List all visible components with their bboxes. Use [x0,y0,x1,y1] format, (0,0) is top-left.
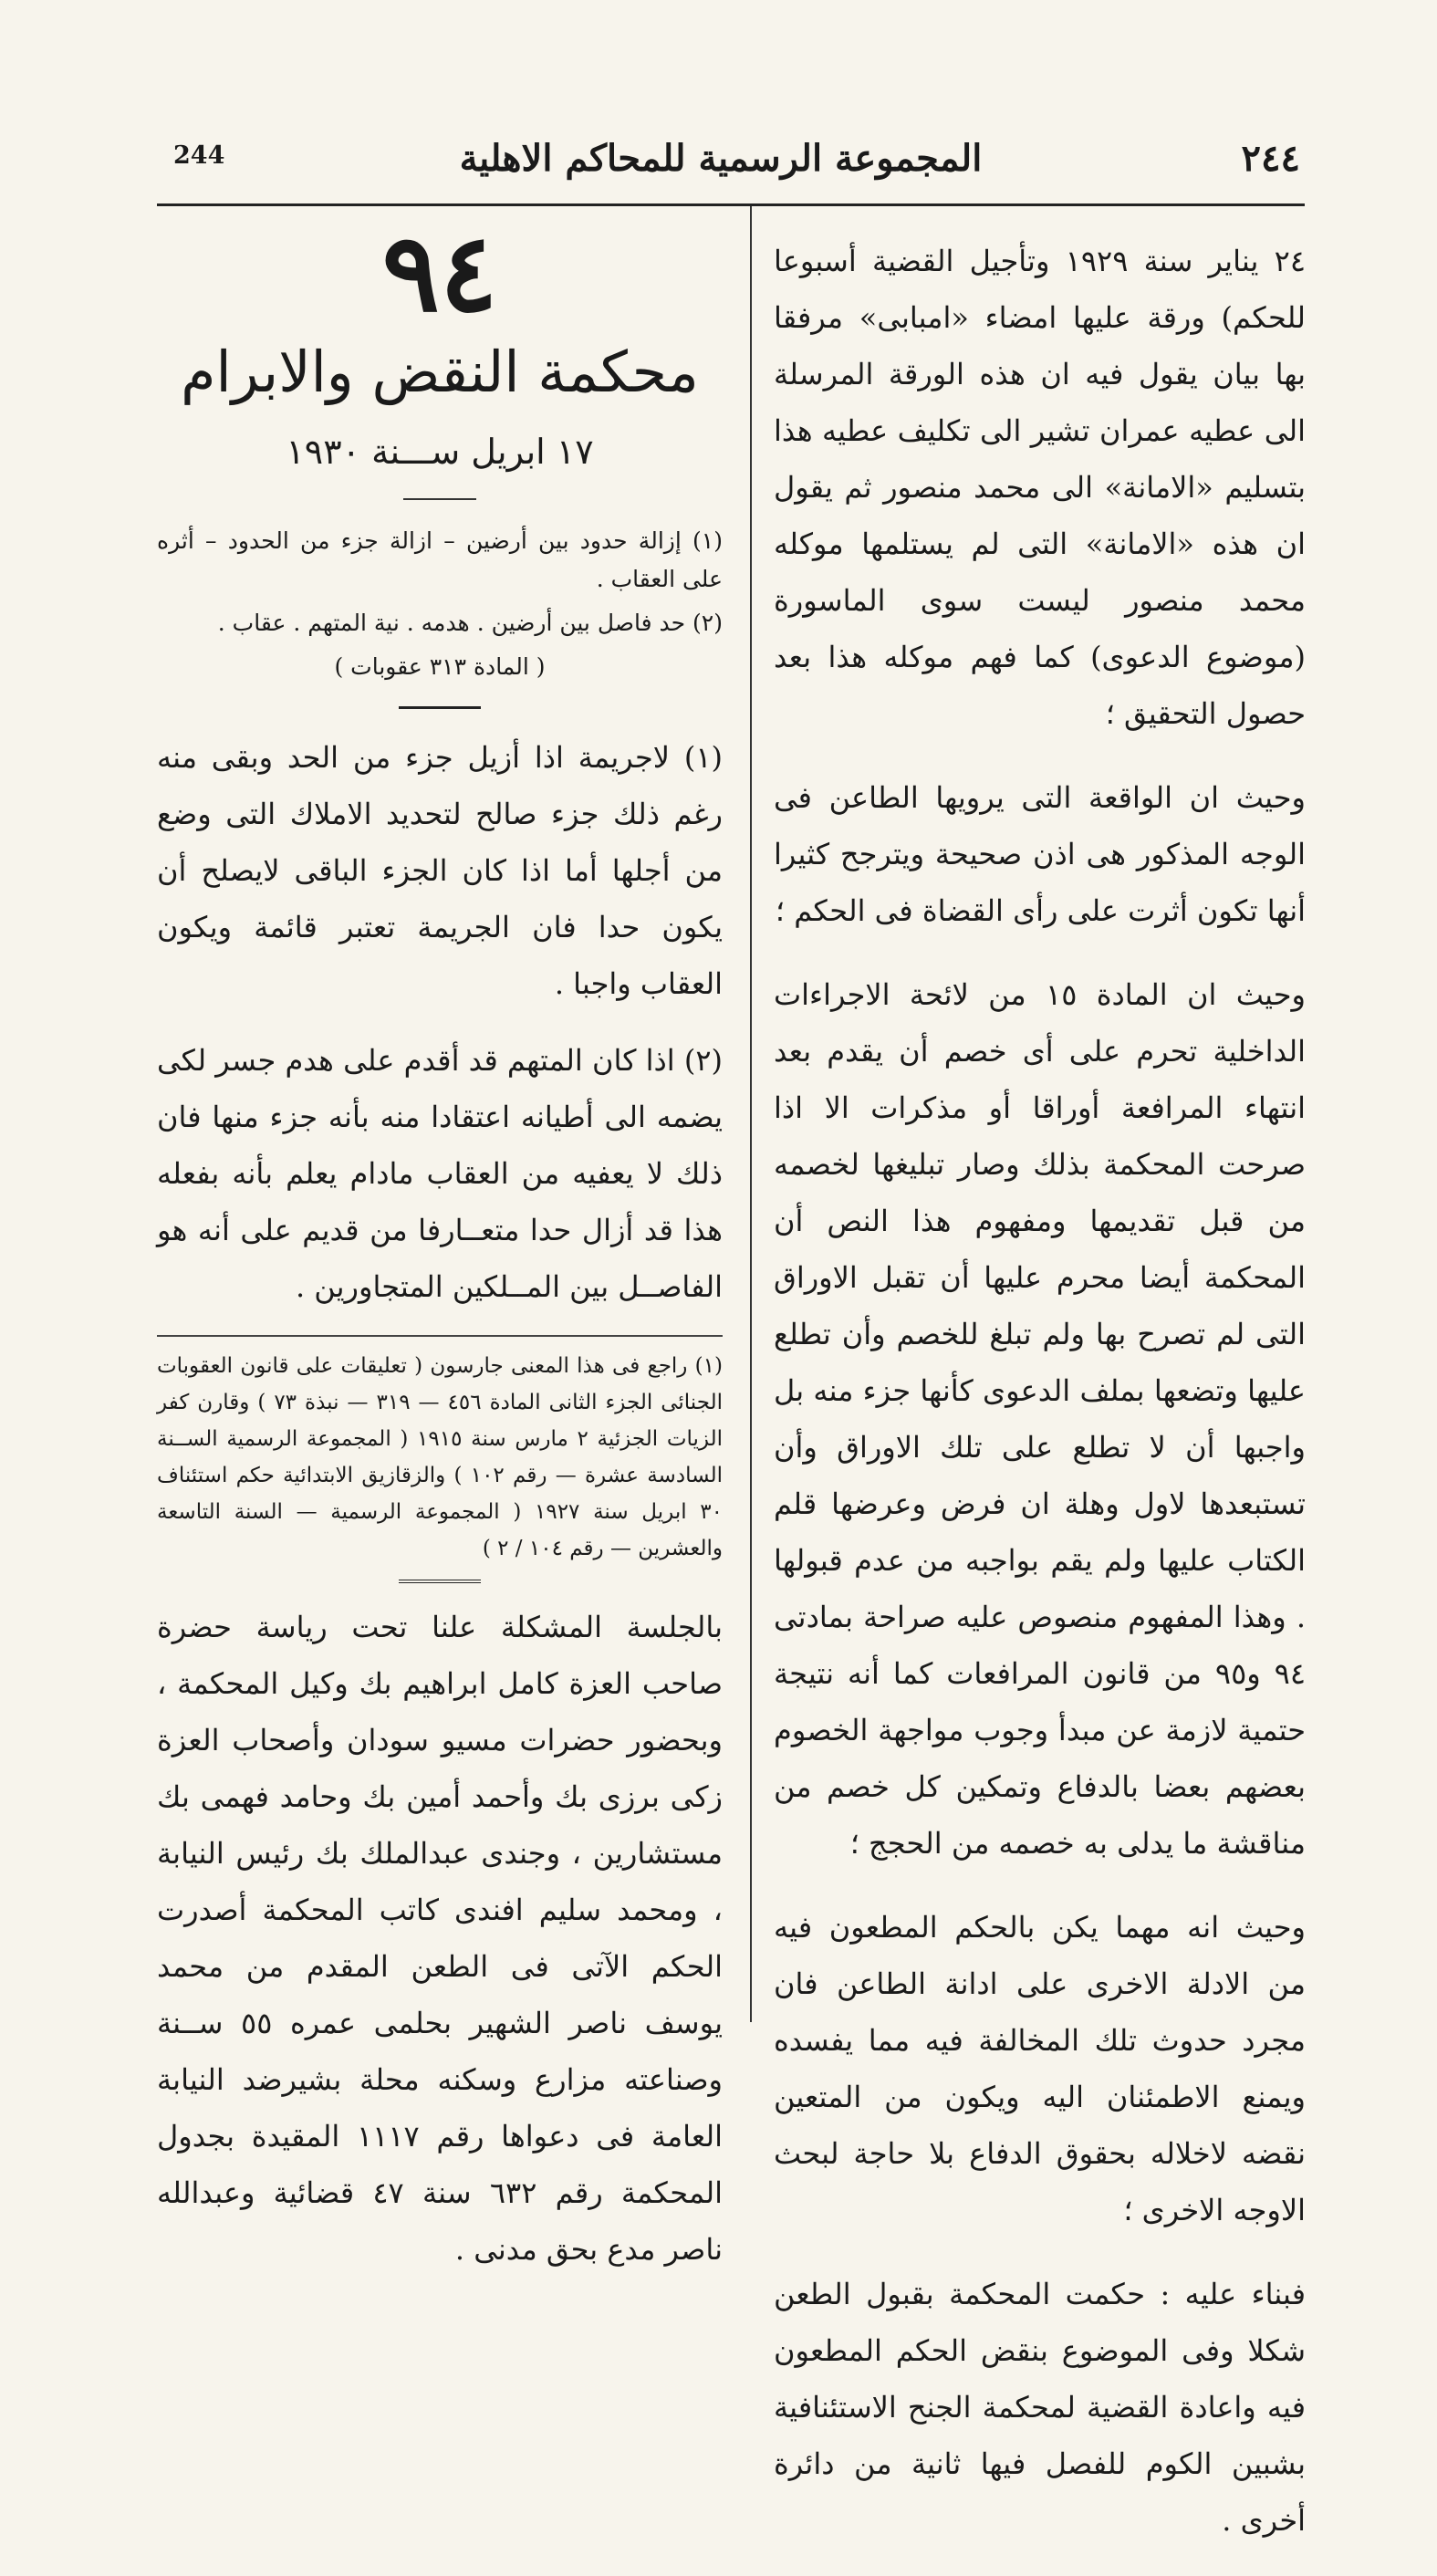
topic-item: (٢) حد فاصل بين أرضين . هدمه . نية المتهم . عقاب . [217,610,723,636]
case-number: ٩٤ [381,209,498,336]
header-rule [157,203,1305,206]
body-paragraph: وحيث انه مهما يكن بالحكم المطعون فيه من الادلة الاخرى على ادانة الطاعن فان مجرد حدوث تلك المخالفة فيه مما يفسده ويمنع الاطمئنان اليه ويكون من المتعين نقضه لاخلاله بحقوق الدفاع بلا حاجة لبحث الاوجه الاخرى ؛ [774,1910,1306,2227]
body-paragraph: ٢٤ يناير سنة ١٩٢٩ وتأجيل القضية أسبوعا للحكم) ورقة عليها امضاء «امبابى» مرفقا بها بيان يقول فيه ان هذه الورقة المرسلة الى عطيه عمران تشير الى تكليف عطيه هذا بتسليم «الامانة» الى محمد منصور ثم يقول ان هذه «الامانة» التى لم يستلمها موكله محمد منصور ليست سوى الماسورة (موضوع الدعوى) كما فهم موكله هذا بعد حصول التحقيق ؛ [774,244,1307,731]
page-number-latin: 244 [173,141,225,170]
divider [403,498,476,500]
topic-item: (١) إزالة حدود بين أرضين – ازالة جزء من الحدود – أثره على العقاب . [157,527,723,592]
body-paragraph: فبناء عليه : حكمت المحكمة بقبول الطعن شكلا وفى الموضوع بنقض الحكم المطعون فيه واعادة القضية لمحكمة الجنح الاستئنافية بشبين الكوم للفصل فيها ثانية من دائرة أخرى . [774,2277,1306,2538]
holding-paragraph: (١) لاجريمة اذا أزيل جزء من الحد وبقى منه رغم ذلك جزء صالح لتحديد الاملاك التى وضع من أجلها أما اذا كان الجزء الباقى لايصلح أن يكون حدا فان الجريمة تعتبر قائمة ويكون العقاب واجبا . [157,740,723,1001]
divider [399,1580,481,1586]
journal-title: المجموعة الرسمية للمحاكم الاهلية [459,137,983,180]
topics-block [157,522,723,686]
topic-reference: ( المادة ٣١٣ عقوبات ) [334,653,546,680]
body-paragraph: وحيث ان المادة ١٥ من لائحة الاجراءات الداخلية تحرم على أى خصم أن يقدم بعد انتهاء المرافعة أوراقا أو مذكرات الا اذا صرحت المحكمة بذلك وصار تبليغها لخصمه من قبل تقديمها ومفهوم هذا النص أن المحكمة أيضا محرم عليها أن تقبل الاوراق التى لم تصرح بها ولم تبلغ للخصم وأن تطلع عليها وتضعها بملف الدعوى كأنها جزء منه بل واجبها أن لا تطلع على تلك الاوراق وأن تستبعدها لاول وهلة ان فرض وعرضها قلم الكتاب عليها ولم يقم بواجبه من عدم قبولها . وهذا المفهوم منصوص عليه صراحة بمادتى ٩٤ و٩٥ من قانون المرافعات كما أنه نتيجة حتمية لازمة عن مبدأ وجوب مواجهة الخصوم بعضهم بعضا بالدفاع وتمكين كل خصم من مناقشة ما يدلى به خصمه من الحجج ؛ [774,977,1307,1861]
right-column [774,233,1306,2576]
footnote-separator [157,1335,723,1337]
body-paragraph: وحيث ان الواقعة التى يرويها الطاعن فى الوجه المذكور هى اذن صحيحة ويترجح كثيرا أنها تكون أثرت على رأى القضاة فى الحكم ؛ [774,780,1306,928]
court-name: محكمة النقض والابرام [181,339,699,405]
page-number-arabic: ٢٤٤ [1241,137,1300,180]
holding-paragraph: (٢) اذا كان المتهم قد أقدم على هدم جسر لكى يضمه الى أطيانه اعتقادا منه بأنه جزء منها فان ذلك لا يعفيه من العقاب مادام يعلم بأنه بفعله هذا قد أزال حدا متعــارفا من قديم على أنه هو الفاصــل بين المــلكين المتجاورين . [157,1043,723,1304]
left-column [157,209,724,2278]
column-divider [750,206,752,2022]
session-paragraph: بالجلسة المشكلة علنا تحت رياسة حضرة صاحب العزة كامل ابراهيم بك وكيل المحكمة ، وبحضور حضرات مسيو سودان وأصحاب العزة زكى برزى بك وأحمد أمين بك وحامد فهمى بك مستشارين ، وجندى عبدالملك بك رئيس النيابة ، ومحمد سليم افندى كاتب المحكمة أصدرت الحكم الآتى فى الطعن المقدم من محمد يوسف ناصر الشهير بحلمى عمره ٥٥ ســنة وصناعته مزارع وسكنه محلة بشيرضد النيابة العامة فى دعواها رقم ١١١٧ المقيدة بجدول المحكمة رقم ٦٣٢ سنة ٤٧ قضائية وعبدالله ناصر مدع بحق مدنى . [157,1610,724,2267]
decision-date: ١٧ ابريل ســـنة ١٩٣٠ [286,432,594,472]
footnote: (١) راجع فى هذا المعنى جارسون ( تعليقات على قانون العقوبات الجنائى الجزء الثانى المادة ٤٥٦ — ٣١٩ — نبذة ٧٣ ) وقارن كفر الزيات الجزئية ٢ مارس سنة ١٩١٥ ( المجموعة الرسمية الســنة السادسة عشرة — رقم ١٠٢ ) والزقازيق الابتدائية حكم استئناف ٣٠ ابريل سنة ١٩٢٧ ( المجموعة الرسمية — السنة التاسعة والعشرين — رقم ١٠٤ / ٢ ) [157,1354,724,1560]
divider [399,706,481,709]
